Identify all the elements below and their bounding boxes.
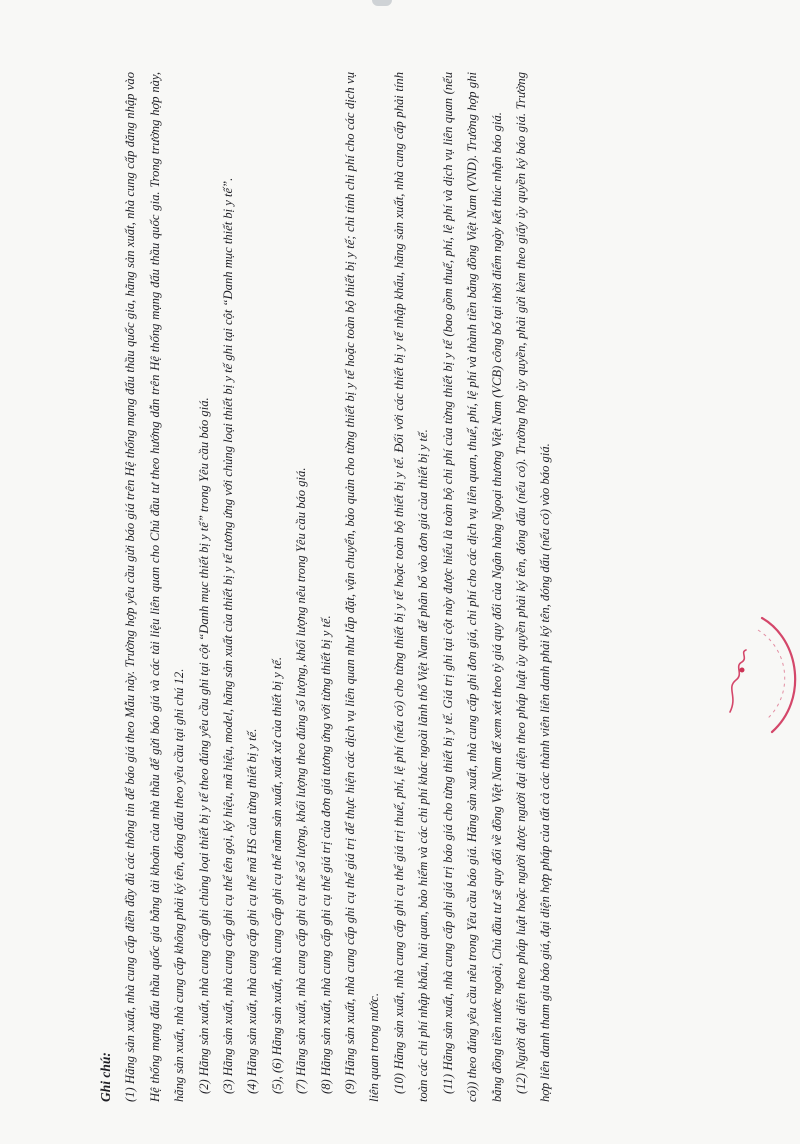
note-item-10: (10) Hãng sản xuất, nhà cung cấp ghi cụ thể giá trị thuế, phí, lệ phí (nếu có) cho từng thiết bị y tế hoặc toàn bộ thiết bị y tế. Đối với các thiết bị y tế nhập khẩu, hãng sản xuất, nhà cung cấp phải tính toàn các chi phí nhập khẩu, hải quan, bảo hiểm và các chi phí khác ngoài lãnh thổ Việt Nam để phân bổ vào đơn giá của thiết bị y tế.	[391, 72, 431, 1102]
note-item-11: (11) Hãng sản xuất, nhà cung cấp ghi giá trị báo giá cho từng thiết bị y tế. Giá trị ghi tại cột này được hiểu là toàn bộ chi phí của từng thiết bị y tế (bao gồm thuế, phí, lệ phí và dịch vụ liên quan (nếu có)) theo đúng yêu cầu nêu trong Yêu cầu báo giá. Hãng sản xuất, nhà cung cấp ghi đơn giá, chi phí cho các dịch vụ liên quan, thuế, phí, lệ phí và thành tiền bằng đồng Việt Nam (VND). Trường hợp ghi bằng đồng tiền nước ngoài, Chủ đầu tư sẽ quy đổi về đồng Việt Nam để xem xét theo tỷ giá quy đổi của Ngân hàng Ngoại thương Việt Nam (VCB) công bố tại thời điểm ngày kết thúc nhận báo giá.	[440, 72, 504, 1102]
red-stamp-mark	[700, 600, 800, 750]
note-item-4: (4) Hãng sản xuất, nhà cung cấp ghi cụ thể mã HS của từng thiết bị y tế.	[245, 728, 260, 1094]
notes-section	[94, 72, 558, 1102]
stamp-dot	[740, 668, 745, 673]
notes-title: Ghi chú:	[98, 1052, 113, 1102]
note-item-12: (12) Người đại diện theo pháp luật hoặc người được người đại diện theo pháp luật ủy quyền phải ký tên, đóng dấu (nếu có). Trường hợp ủy quyền, phải gửi kèm theo giấy ủy quyền ký báo giá. Trường hợp liên danh tham gia báo giá, đại diện hợp pháp của tất cả các thành viên liên danh phải ký tên, đóng dấu (nếu có) vào báo giá.	[513, 72, 553, 1102]
stamp-arc-inner	[758, 630, 785, 720]
note-item-7: (7) Hãng sản xuất, nhà cung cấp ghi cụ thể số lượng, khối lượng theo đúng số lượng, khối lượng nêu trong Yêu cầu báo giá.	[294, 467, 309, 1094]
note-item-5-6: (5), (6) Hãng sản xuất, nhà cung cấp ghi cụ thể năm sản xuất, xuất xứ của thiết bị y tế.	[269, 656, 284, 1094]
note-item-2: (2) Hãng sản xuất, nhà cung cấp ghi chủng loại thiết bị y tế theo đúng yêu cầu ghi tại cột “Danh mục thiết bị y tế” trong Yêu cầu báo giá.	[196, 397, 211, 1094]
note-item-9: (9) Hãng sản xuất, nhà cung cấp ghi cụ thể giá trị để thực hiện các dịch vụ liên quan như lắp đặt, vận chuyển, bảo quản cho từng thiết bị y tế hoặc toàn bộ thiết bị y tế; chỉ tính chi phí cho các dịch vụ liên quan trong nước.	[343, 72, 382, 1102]
note-item-1: (1) Hãng sản xuất, nhà cung cấp điền đầy đủ các thông tin để báo giá theo Mẫu này. Trường hợp yêu cầu gửi báo giá trên Hệ thống mạng đấu thầu quốc gia, hãng sản xuất, nhà cung cấp đăng nhập vào Hệ thống mạng đấu thầu quốc gia bằng tài khoản của nhà thầu để gửi báo giá và các tài liệu liên quan cho Chủ đầu tư theo hướng dẫn trên Hệ thống mạng đấu thầu quốc gia. Trong trường hợp này, hãng sản xuất, nhà cung cấp không phải ký tên, đóng dấu theo yêu cầu tại ghi chú 12.	[123, 72, 187, 1102]
stamp-arc	[762, 618, 795, 732]
note-item-8: (8) Hãng sản xuất, nhà cung cấp ghi cụ thể giá trị của đơn giá tương ứng với từng thiết bị y tế.	[318, 615, 333, 1094]
note-item-3: (3) Hãng sản xuất, nhà cung cấp ghi cụ thể tên gọi, ký hiệu, mã hiệu, model, hãng sản xuất của thiết bị y tế tương ứng với chủng loại thiết bị y tế ghi tại cột “Danh mục thiết bị y tế”.	[221, 177, 236, 1094]
signature-scribble	[730, 650, 746, 712]
